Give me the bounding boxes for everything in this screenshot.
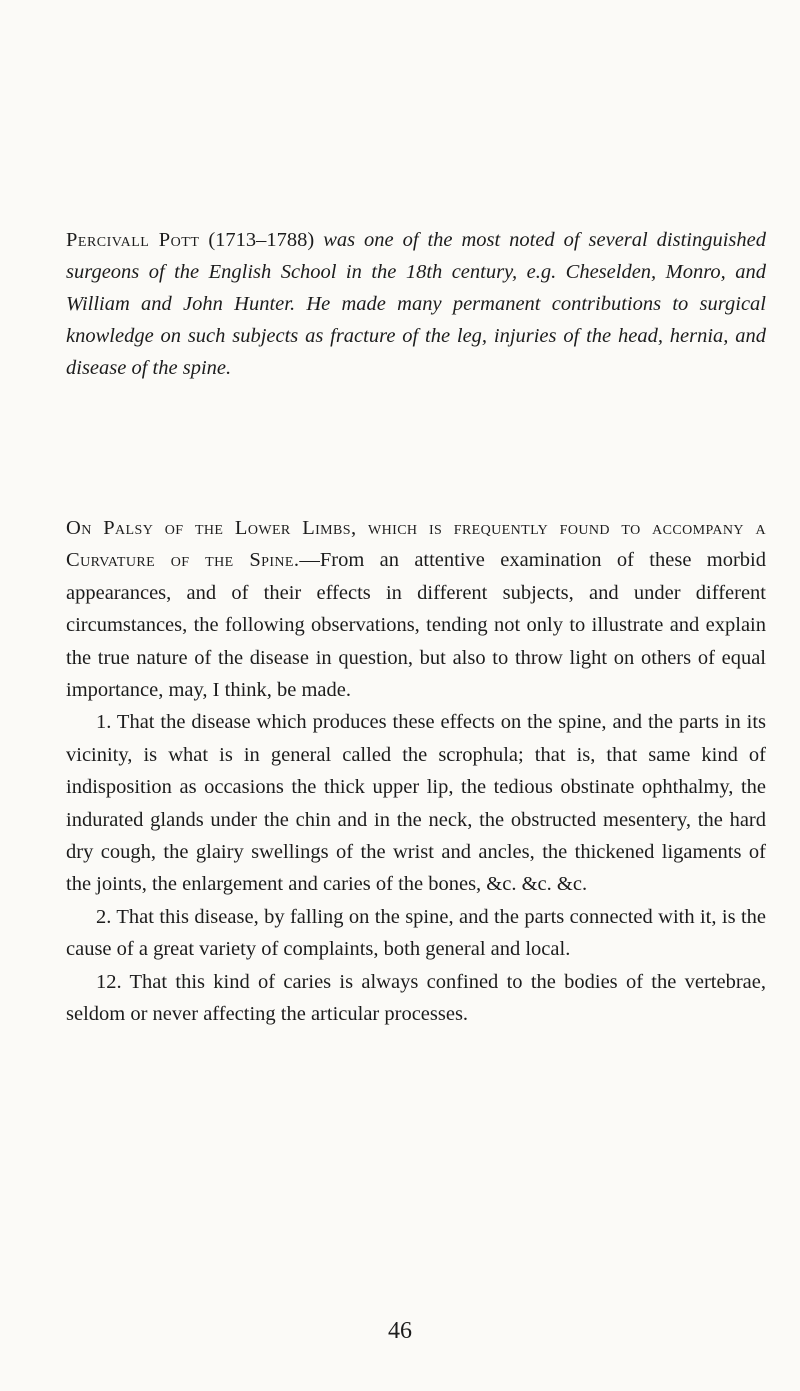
point-1: 1. That the disease which produces these effects on the spine, and the parts in its vicinity, is what is in general called the scrophula; that is, that same kind of indisposition as occasions the thick upper lip, the tedious obstinate ophthalmy, the indurated glands under the chin and in the neck, the obstructed mesentery, the hard dry cough, the glairy swellings of the wrist and ancles, the thickened ligaments of the joints, the enlargement and caries of the bones, &c. &c. &c. — [66, 711, 766, 896]
point-12: 12. That this kind of caries is always confined to the bodies of the vertebrae, seldom or never affecting the articular processes. — [66, 970, 766, 1026]
author-name: Percivall Pott — [66, 229, 200, 251]
body-text — [66, 512, 766, 1031]
page-number: 46 — [388, 1318, 412, 1344]
intro-text: was one of the most noted of several distinguished surgeons of the English School in the 18th century, e.g. Cheselden, Monro, and William and John Hunter. He made many permanent contributions to surgical knowledge on such subjects as fracture of the leg, injuries of the head, hernia, and disease of the spine. — [66, 229, 766, 379]
author-dates: (1713–1788) — [208, 229, 315, 251]
point-2: 2. That this disease, by falling on the spine, and the parts connected with it, is the cause of a great variety of complaints, both general and local. — [66, 905, 766, 961]
intro-paragraph — [66, 224, 766, 384]
opening-paragraph — [66, 512, 766, 706]
section-heading: On Palsy of the Lower Limbs, which is frequently found to accompany a Curvature of the Spine. — [66, 517, 766, 572]
opening-text: —From an attentive examination of these morbid appearances, and of their effects in different subjects, and under different circumstances, the following observations, tending not only to illustrate and explain the true nature of the disease in question, but also to throw light on others of equal importance, may, I think, be made. — [66, 549, 766, 702]
